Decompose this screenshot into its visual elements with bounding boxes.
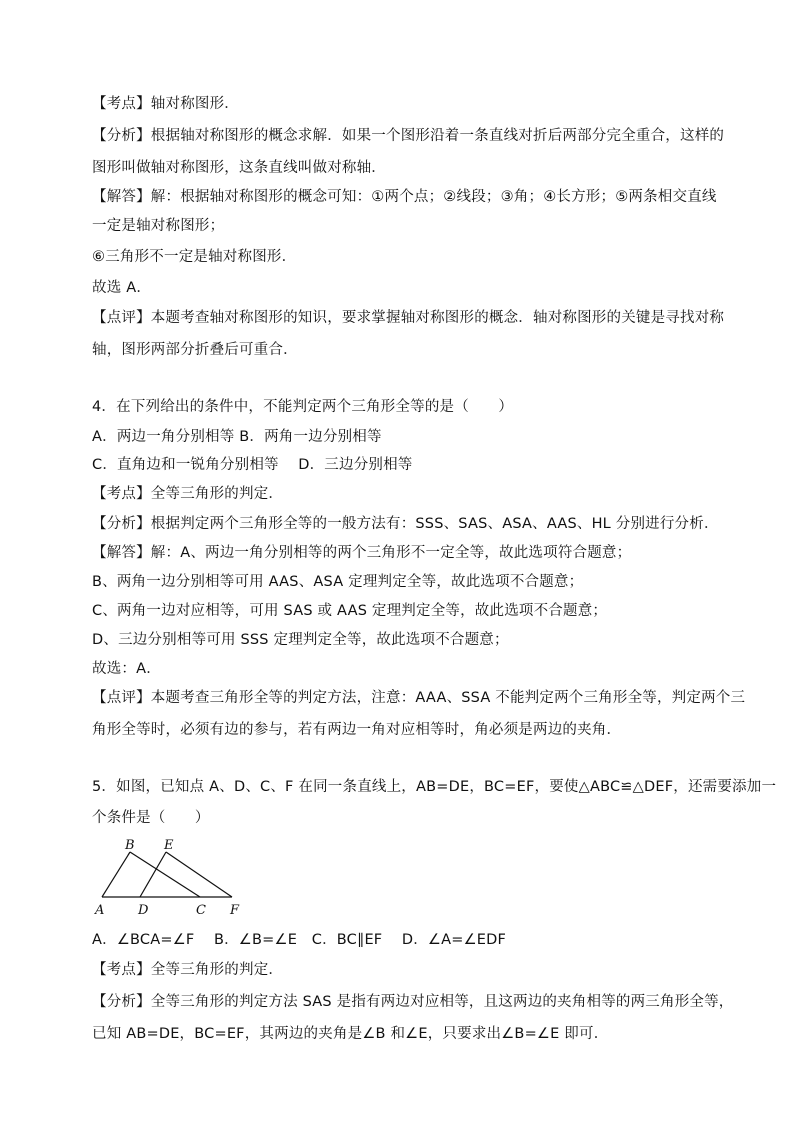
text-line: 【点评】本题考查轴对称图形的知识，要求掌握轴对称图形的概念．轴对称图形的关键是寻找对称 [92,310,725,326]
text-line: 故选：A． [92,661,161,677]
text-line: D、三边分别相等可用 SSS 定理判定全等，故此选项不合题意； [92,632,509,648]
text-line: B、两角一边分别相等可用 AAS、ASA 定理判定全等，故此选项不合题意； [92,574,584,590]
question-4-options-ab: A．两边一角分别相等 B．两角一边分别相等 [92,429,382,445]
text-line: 已知 AB=DE，BC=EF，其两边的夹角是∠B 和∠E，只要求出∠B=∠E 即可． [92,1026,609,1042]
triangles-figure [92,835,242,919]
text-line: 【分析】全等三角形的判定方法 SAS 是指有两边对应相等，且这两边的夹角相等的两三角形全等， [92,994,734,1010]
text-line: 故选 A． [92,280,152,296]
text-line: 图形叫做轴对称图形，这条直线叫做对称轴． [92,160,386,176]
text-line: 【考点】轴对称图形． [92,96,239,112]
text-line: 角形全等时，必须有边的参与，若有两边一角对应相等时，角必须是两边的夹角． [92,722,622,738]
label-a: A [95,903,105,918]
label-c: C [196,903,206,918]
question-4-options-cd: C．直角边和一锐角分别相等 D．三边分别相等 [92,457,413,473]
text-line: 【解答】解：根据轴对称图形的概念可知：①两个点；②线段；③角；④长方形；⑤两条相交直线 [92,189,717,205]
label-b: B [125,838,135,853]
text-line: C、两角一边对应相等，可用 SAS 或 AAS 定理判定全等，故此选项不合题意； [92,603,608,619]
label-e: E [164,838,174,853]
text-line: 一定是轴对称图形； [92,218,225,234]
text-line: 轴，图形两部分折叠后可重合． [92,342,298,358]
label-f: F [230,903,240,918]
text-line: ⑥三角形不一定是轴对称图形． [92,249,297,265]
text-line: 【分析】根据判定两个三角形全等的一般方法有：SSS、SAS、ASA、AAS、HL 分别进行分析． [92,516,719,532]
question-5-options: A．∠BCA=∠F B．∠B=∠E C．BC∥EF D．∠A=∠EDF [92,932,507,948]
text-line: 【解答】解：A、两边一角分别相等的两个三角形不一定全等，故此选项符合题意； [92,545,632,561]
text-line: 【点评】本题考查三角形全等的判定方法，注意：AAA、SSA 不能判定两个三角形全等，判定两个三 [92,690,746,706]
question-4-stem: 4．在下列给出的条件中，不能判定两个三角形全等的是（ ） [92,399,514,415]
text-line: 【分析】根据轴对称图形的概念求解．如果一个图形沿着一条直线对折后两部分完全重合，这样的 [92,128,725,144]
text-line: 【考点】全等三角形的判定． [92,486,284,502]
label-d: D [138,903,149,918]
question-5-stem-cont: 个条件是（ ） [92,810,210,826]
question-5-stem: 5．如图，已知点 A、D、C、F 在同一条直线上，AB=DE，BC=EF，要使△ABC≌△DEF，还需要添加一 [92,779,777,795]
text-line: 【考点】全等三角形的判定． [92,962,284,978]
